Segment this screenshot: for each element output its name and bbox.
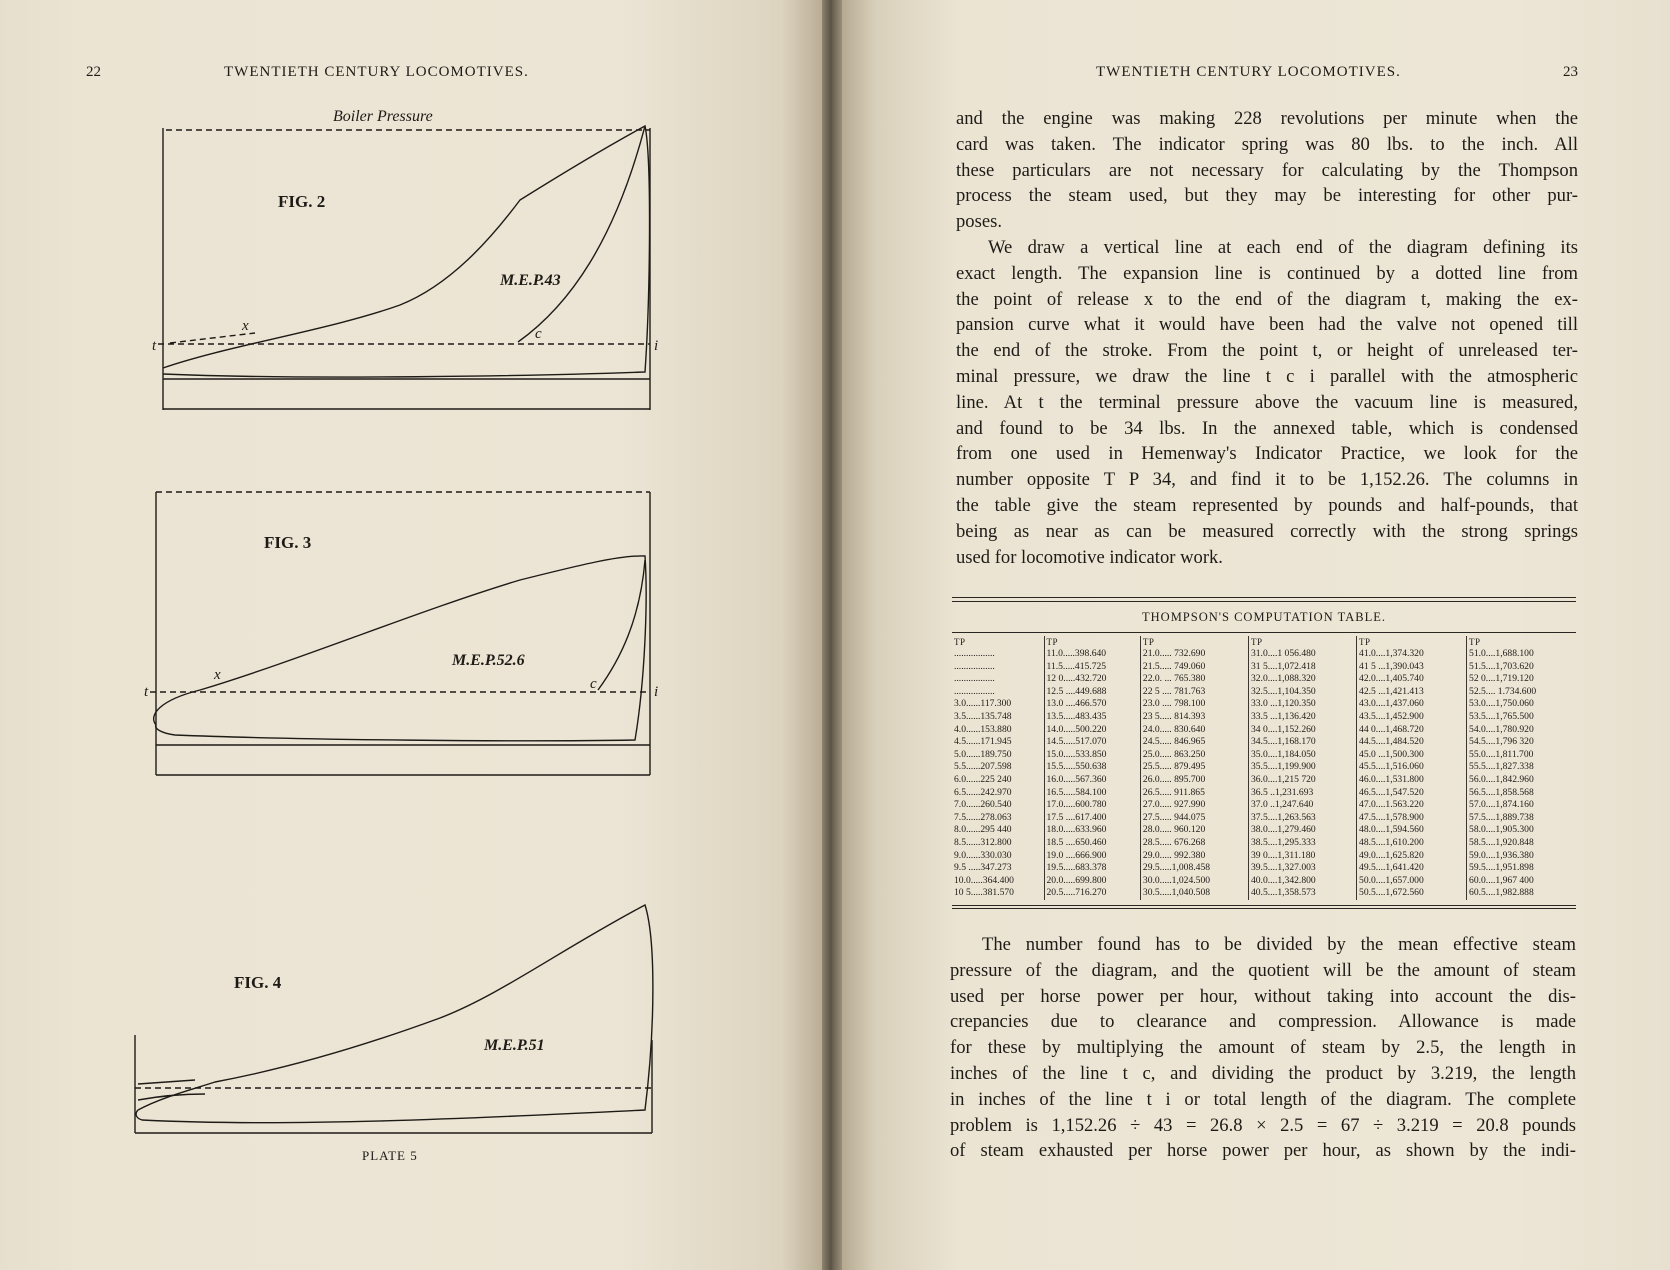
text-line: The number found has to be divided by the mean effective steam <box>982 934 1576 955</box>
table-cell: 42.5 ...1,421.413 <box>1359 685 1424 697</box>
fig2-point-t: t <box>152 338 157 354</box>
table-cell: 49.5....1,641.420 <box>1359 862 1424 874</box>
table-cell: 28.0..... 960.120 <box>1142 824 1206 836</box>
fig2-point-i: i <box>654 338 659 354</box>
table-header-cell: TP <box>1250 637 1263 647</box>
table-header-rule <box>952 632 1576 633</box>
table-cell: 35.0....1,184.050 <box>1250 748 1316 760</box>
table-cell: 13.0 ....466.570 <box>1046 698 1107 710</box>
table-bottom-rule-2 <box>952 908 1576 909</box>
fig2-label: FIG. 2 <box>278 192 326 211</box>
text-line: the point of release x to the end of the diagram t, making the ex- <box>956 288 1578 310</box>
running-head-right: TWENTIETH CENTURY LOCOMOTIVES. <box>1096 64 1401 80</box>
table-cell: 51.5....1,703.620 <box>1469 660 1534 672</box>
table-cell: 37.5....1,263.563 <box>1250 811 1316 823</box>
table-cell: 47.5....1,578.900 <box>1359 811 1424 823</box>
table-cell: 55.5....1,827.338 <box>1469 761 1534 773</box>
text-line: the end of the stroke. From the point t, or height of unreleased ter- <box>956 340 1578 362</box>
table-cell: 58.5....1,920.848 <box>1469 836 1534 848</box>
table-cell: 48.5....1,610.200 <box>1359 836 1424 848</box>
text-line: exact length. The expansion line is continued by a dotted line from <box>956 262 1578 284</box>
table-top-rule-2 <box>952 601 1576 602</box>
table-cell: 41 5 ...1,390.043 <box>1359 660 1424 672</box>
table-cell: 32.0....1,088.320 <box>1250 673 1316 685</box>
thompson-computation-table <box>952 636 1576 900</box>
table-cell: 59.0....1,936.380 <box>1469 849 1534 861</box>
text-line: process the steam used, but they may be interesting for other pur- <box>956 185 1578 207</box>
text-line: line. At t the terminal pressure above the vacuum line is measured, <box>956 391 1578 413</box>
table-cell: 37.0 ..1,247.640 <box>1250 799 1314 811</box>
table-column <box>1466 636 1576 900</box>
left-page <box>0 0 822 1270</box>
table-cell: 5.5......207.598 <box>954 761 1012 773</box>
table-cell: 30.5.....1,040.508 <box>1142 887 1211 899</box>
table-cell: 12.5 ....449.688 <box>1046 685 1107 697</box>
table-cell: 15.0.....533.850 <box>1046 748 1107 760</box>
text-line: these particulars are not necessary for calculating by the Thompson <box>956 159 1578 181</box>
table-cell: 34.5....1,168.170 <box>1250 736 1316 748</box>
fig2-mep: M.E.P.43 <box>500 272 561 289</box>
text-line: number opposite T P 34, and find it to be 1,152.26. The columns in <box>956 469 1578 491</box>
table-cell: 44.5....1,484.520 <box>1359 736 1424 748</box>
text-line: and found to be 34 lbs. In the annexed table, which is condensed <box>956 417 1578 439</box>
table-cell: 30.0.....1,024.500 <box>1142 874 1211 886</box>
table-cell: 41.0....1,374.320 <box>1359 648 1424 659</box>
table-cell: 54.5....1,796 320 <box>1469 736 1534 748</box>
fig2-point-c: c <box>535 326 542 342</box>
fig3-mep: M.E.P.52.6 <box>452 652 525 669</box>
table-cell: 26.5..... 911.865 <box>1142 786 1205 798</box>
table-cell: ................. <box>954 660 995 672</box>
table-cell: 6.5......242.970 <box>954 786 1012 798</box>
table-cell: 14.5.....517.070 <box>1046 736 1107 748</box>
table-cell: 42.0....1,405.740 <box>1359 673 1424 685</box>
table-cell: 13.5.....483.435 <box>1046 710 1107 722</box>
table-cell: 26.0..... 895.700 <box>1142 773 1206 785</box>
table-cell: 17.5 ....617.400 <box>1046 811 1107 823</box>
table-cell: 46.5....1,547.520 <box>1359 786 1424 798</box>
table-cell: 39 0....1,311.180 <box>1250 849 1316 861</box>
table-cell: 6.0......225 240 <box>954 773 1012 785</box>
table-cell: 57.0....1,874.160 <box>1469 799 1534 811</box>
table-cell: 51.0....1,688.100 <box>1469 648 1534 659</box>
table-cell: 27.5..... 944.075 <box>1142 811 1206 823</box>
fig3-label: FIG. 3 <box>264 533 312 552</box>
table-column <box>1140 636 1248 900</box>
table-cell: 10.0.....364.400 <box>954 874 1014 886</box>
table-header-cell: TP <box>1046 637 1059 647</box>
table-cell: 50.5....1,672.560 <box>1359 887 1424 899</box>
table-cell: 58.0....1,905.300 <box>1469 824 1534 836</box>
text-line: the table give the steam represented by pounds and half-pounds, that <box>956 494 1578 516</box>
table-cell: 29.0..... 992.380 <box>1142 849 1206 861</box>
fig3-point-t: t <box>144 684 149 700</box>
table-cell: 4.5......171.945 <box>954 736 1012 748</box>
table-header-cell: TP <box>1359 637 1371 647</box>
page-number-left: 22 <box>86 64 101 80</box>
table-title: THOMPSON'S COMPUTATION TABLE. <box>1142 610 1386 624</box>
table-cell: 40.0....1,342.800 <box>1250 874 1316 886</box>
text-line: poses. <box>956 211 1002 233</box>
table-cell: 23.0 .... 798.100 <box>1142 698 1206 710</box>
table-cell: 46.0....1,531.800 <box>1359 773 1424 785</box>
table-cell: 56.0....1,842.960 <box>1469 773 1534 785</box>
table-cell: 56.5....1,858.568 <box>1469 786 1534 798</box>
table-cell: 43.5....1,452.900 <box>1359 710 1424 722</box>
text-line: in inches of the line t i or total length of the diagram. The complete <box>950 1088 1576 1110</box>
table-cell: 60.5....1,982.888 <box>1469 887 1534 899</box>
fig4-label: FIG. 4 <box>234 973 282 992</box>
table-cell: 8.5......312.800 <box>954 836 1012 848</box>
table-cell: 19.5.....683.378 <box>1046 862 1107 874</box>
table-cell: 12 0.....432.720 <box>1046 673 1107 685</box>
table-cell: 36.5 ..1,231.693 <box>1250 786 1314 798</box>
table-cell: 31.0....1 056.480 <box>1250 648 1316 659</box>
table-cell: 35.5....1,199.900 <box>1250 761 1316 773</box>
table-cell: 33.0 ...1,120.350 <box>1250 698 1316 710</box>
table-cell: 36.0....1,215 720 <box>1250 773 1316 785</box>
table-header-cell: TP <box>954 637 966 647</box>
table-cell: 53.0....1,750.060 <box>1469 698 1534 710</box>
table-cell: 34 0....1,152.260 <box>1250 723 1316 735</box>
text-line: being as near as can be measured correctly with the strong springs <box>956 520 1578 542</box>
table-cell: 9.0......330.030 <box>954 849 1012 861</box>
table-cell: 23 5..... 814.393 <box>1142 710 1206 722</box>
table-cell: 47.0....1.563.220 <box>1359 799 1424 811</box>
table-cell: 38.5....1,295.333 <box>1250 836 1316 848</box>
text-line: problem is 1,152.26 ÷ 43 = 26.8 × 2.5 = 67 ÷ 3.219 = 20.8 pounds <box>950 1114 1576 1136</box>
table-cell: 39.5....1,327.003 <box>1250 862 1316 874</box>
table-cell: 60.0....1,967 400 <box>1469 874 1534 886</box>
table-cell: 53.5....1,765.500 <box>1469 710 1534 722</box>
text-line: pressure of the diagram, and the quotient will be the amount of steam <box>950 959 1576 981</box>
table-cell: 8.0......295 440 <box>954 824 1012 836</box>
table-cell: 5.0......189.750 <box>954 748 1012 760</box>
table-cell: 32.5....1,104.350 <box>1250 685 1316 697</box>
table-cell: 43.0....1,437.060 <box>1359 698 1424 710</box>
text-line: from one used in Hemenway's Indicator Practice, we look for the <box>956 443 1578 465</box>
text-line: pansion curve what it would have been had the valve not opened till <box>956 314 1578 336</box>
table-cell: 49.0....1,625.820 <box>1359 849 1424 861</box>
table-cell: 57.5....1,889.738 <box>1469 811 1534 823</box>
table-header-cell: TP <box>1142 637 1155 647</box>
table-cell: 52 0....1,719.120 <box>1469 673 1534 685</box>
table-cell: 29.5.....1,008.458 <box>1142 862 1211 874</box>
table-cell: 45.0 ...1,500.300 <box>1359 748 1424 760</box>
table-cell: 25.5..... 879.495 <box>1142 761 1206 773</box>
paragraph-2 <box>956 235 1578 570</box>
table-top-rule <box>952 597 1576 598</box>
text-line: crepancies due to clearance and compression. Allowance is made <box>950 1011 1576 1033</box>
fig3-diagram <box>150 492 650 775</box>
table-cell: 55.0....1,811.700 <box>1469 748 1534 760</box>
page-number-right: 23 <box>1563 64 1578 80</box>
table-cell: 38.0....1,279.460 <box>1250 824 1316 836</box>
table-cell: 16.5.....584.100 <box>1046 786 1107 798</box>
fig3-point-i: i <box>654 684 659 700</box>
table-cell: ................. <box>954 648 995 659</box>
table-cell: 44 0....1,468.720 <box>1359 723 1424 735</box>
table-cell: 27.0..... 927.990 <box>1142 799 1206 811</box>
text-line: used for locomotive indicator work. <box>956 546 1223 568</box>
indicator-diagrams-svg <box>0 0 822 1270</box>
fig2-point-x: x <box>242 318 249 334</box>
table-cell: 21.5..... 749.060 <box>1142 660 1206 672</box>
paragraph-1 <box>956 106 1578 235</box>
table-cell: 54.0....1,780.920 <box>1469 723 1534 735</box>
table-column <box>952 636 1044 900</box>
text-line: and the engine was making 228 revolutions per minute when the <box>956 108 1578 129</box>
book-gutter <box>822 0 842 1270</box>
table-column <box>1356 636 1466 900</box>
table-cell: 15.5.....550.638 <box>1046 761 1107 773</box>
table-cell: 50.0....1,657.000 <box>1359 874 1424 886</box>
table-cell: 22 5 .... 781.763 <box>1142 685 1206 697</box>
table-column <box>1248 636 1356 900</box>
table-cell: ................. <box>954 673 995 685</box>
plate-label: PLATE 5 <box>362 1148 418 1163</box>
fig4-diagram <box>135 905 653 1133</box>
table-cell: ................. <box>954 685 995 697</box>
text-line: inches of the line t c, and dividing the product by 3.219, the length <box>950 1062 1576 1084</box>
table-cell: 14.0.....500.220 <box>1046 723 1107 735</box>
table-cell: 33.5 ...1,136.420 <box>1250 710 1316 722</box>
table-cell: 17.0.....600.780 <box>1046 799 1107 811</box>
text-line: for these by multiplying the amount of steam by 2.5, the length in <box>950 1037 1576 1059</box>
table-cell: 16.0.....567.360 <box>1046 773 1107 785</box>
table-cell: 48.0....1,594.560 <box>1359 824 1424 836</box>
table-cell: 25.0..... 863.250 <box>1142 748 1206 760</box>
fig4-mep: M.E.P.51 <box>484 1037 545 1054</box>
table-cell: 59.5....1,951.898 <box>1469 862 1534 874</box>
table-cell: 7.5......278.063 <box>954 811 1012 823</box>
table-cell: 21.0..... 732.690 <box>1142 648 1206 659</box>
table-cell: 24.5..... 846.965 <box>1142 736 1206 748</box>
fig2-diagram <box>158 126 650 410</box>
table-cell: 22.0. ... 765.380 <box>1142 673 1206 685</box>
paragraph-3 <box>950 932 1576 1164</box>
table-cell: 3.5......135.748 <box>954 710 1012 722</box>
table-cell: 11.0.....398.640 <box>1046 648 1107 659</box>
table-cell: 18.0.....633.960 <box>1046 824 1107 836</box>
table-cell: 28.5..... 676.268 <box>1142 836 1206 848</box>
table-header-cell: TP <box>1469 637 1481 647</box>
text-line: used per horse power per hour, without taking into account the dis- <box>950 985 1576 1007</box>
text-line: We draw a vertical line at each end of the diagram defining its <box>988 237 1578 258</box>
table-cell: 18.5 ....650.460 <box>1046 836 1107 848</box>
table-cell: 20.5.....716.270 <box>1046 887 1107 899</box>
table-cell: 10 5.....381.570 <box>954 887 1014 899</box>
table-cell: 4.0......153.880 <box>954 723 1012 735</box>
table-cell: 9.5 .....347.273 <box>954 862 1012 874</box>
table-column <box>1044 636 1140 900</box>
fig3-point-x: x <box>214 667 221 683</box>
table-cell: 40.5....1,358.573 <box>1250 887 1316 899</box>
table-cell: 19.0 ....666.900 <box>1046 849 1107 861</box>
table-cell: 45.5....1,516.060 <box>1359 761 1424 773</box>
table-cell: 52.5.... 1.734.600 <box>1469 685 1537 697</box>
table-cell: 7.0......260.540 <box>954 799 1012 811</box>
fig2-title: Boiler Pressure <box>333 108 433 125</box>
table-cell: 20.0.....699.800 <box>1046 874 1107 886</box>
table-bottom-rule <box>952 905 1576 906</box>
table-cell: 31 5....1,072.418 <box>1250 660 1316 672</box>
running-head-left: TWENTIETH CENTURY LOCOMOTIVES. <box>224 64 529 80</box>
text-line: minal pressure, we draw the line t c i parallel with the atmospheric <box>956 365 1578 387</box>
table-cell: 11.5.....415.725 <box>1046 660 1107 672</box>
text-line: card was taken. The indicator spring was 80 lbs. to the inch. All <box>956 133 1578 155</box>
table-cell: 24.0..... 830.640 <box>1142 723 1206 735</box>
fig3-point-c: c <box>590 676 597 692</box>
table-cell: 3.0......117.300 <box>954 698 1012 710</box>
text-line: of steam exhausted per horse power per hour, as shown by the indi- <box>950 1140 1576 1162</box>
